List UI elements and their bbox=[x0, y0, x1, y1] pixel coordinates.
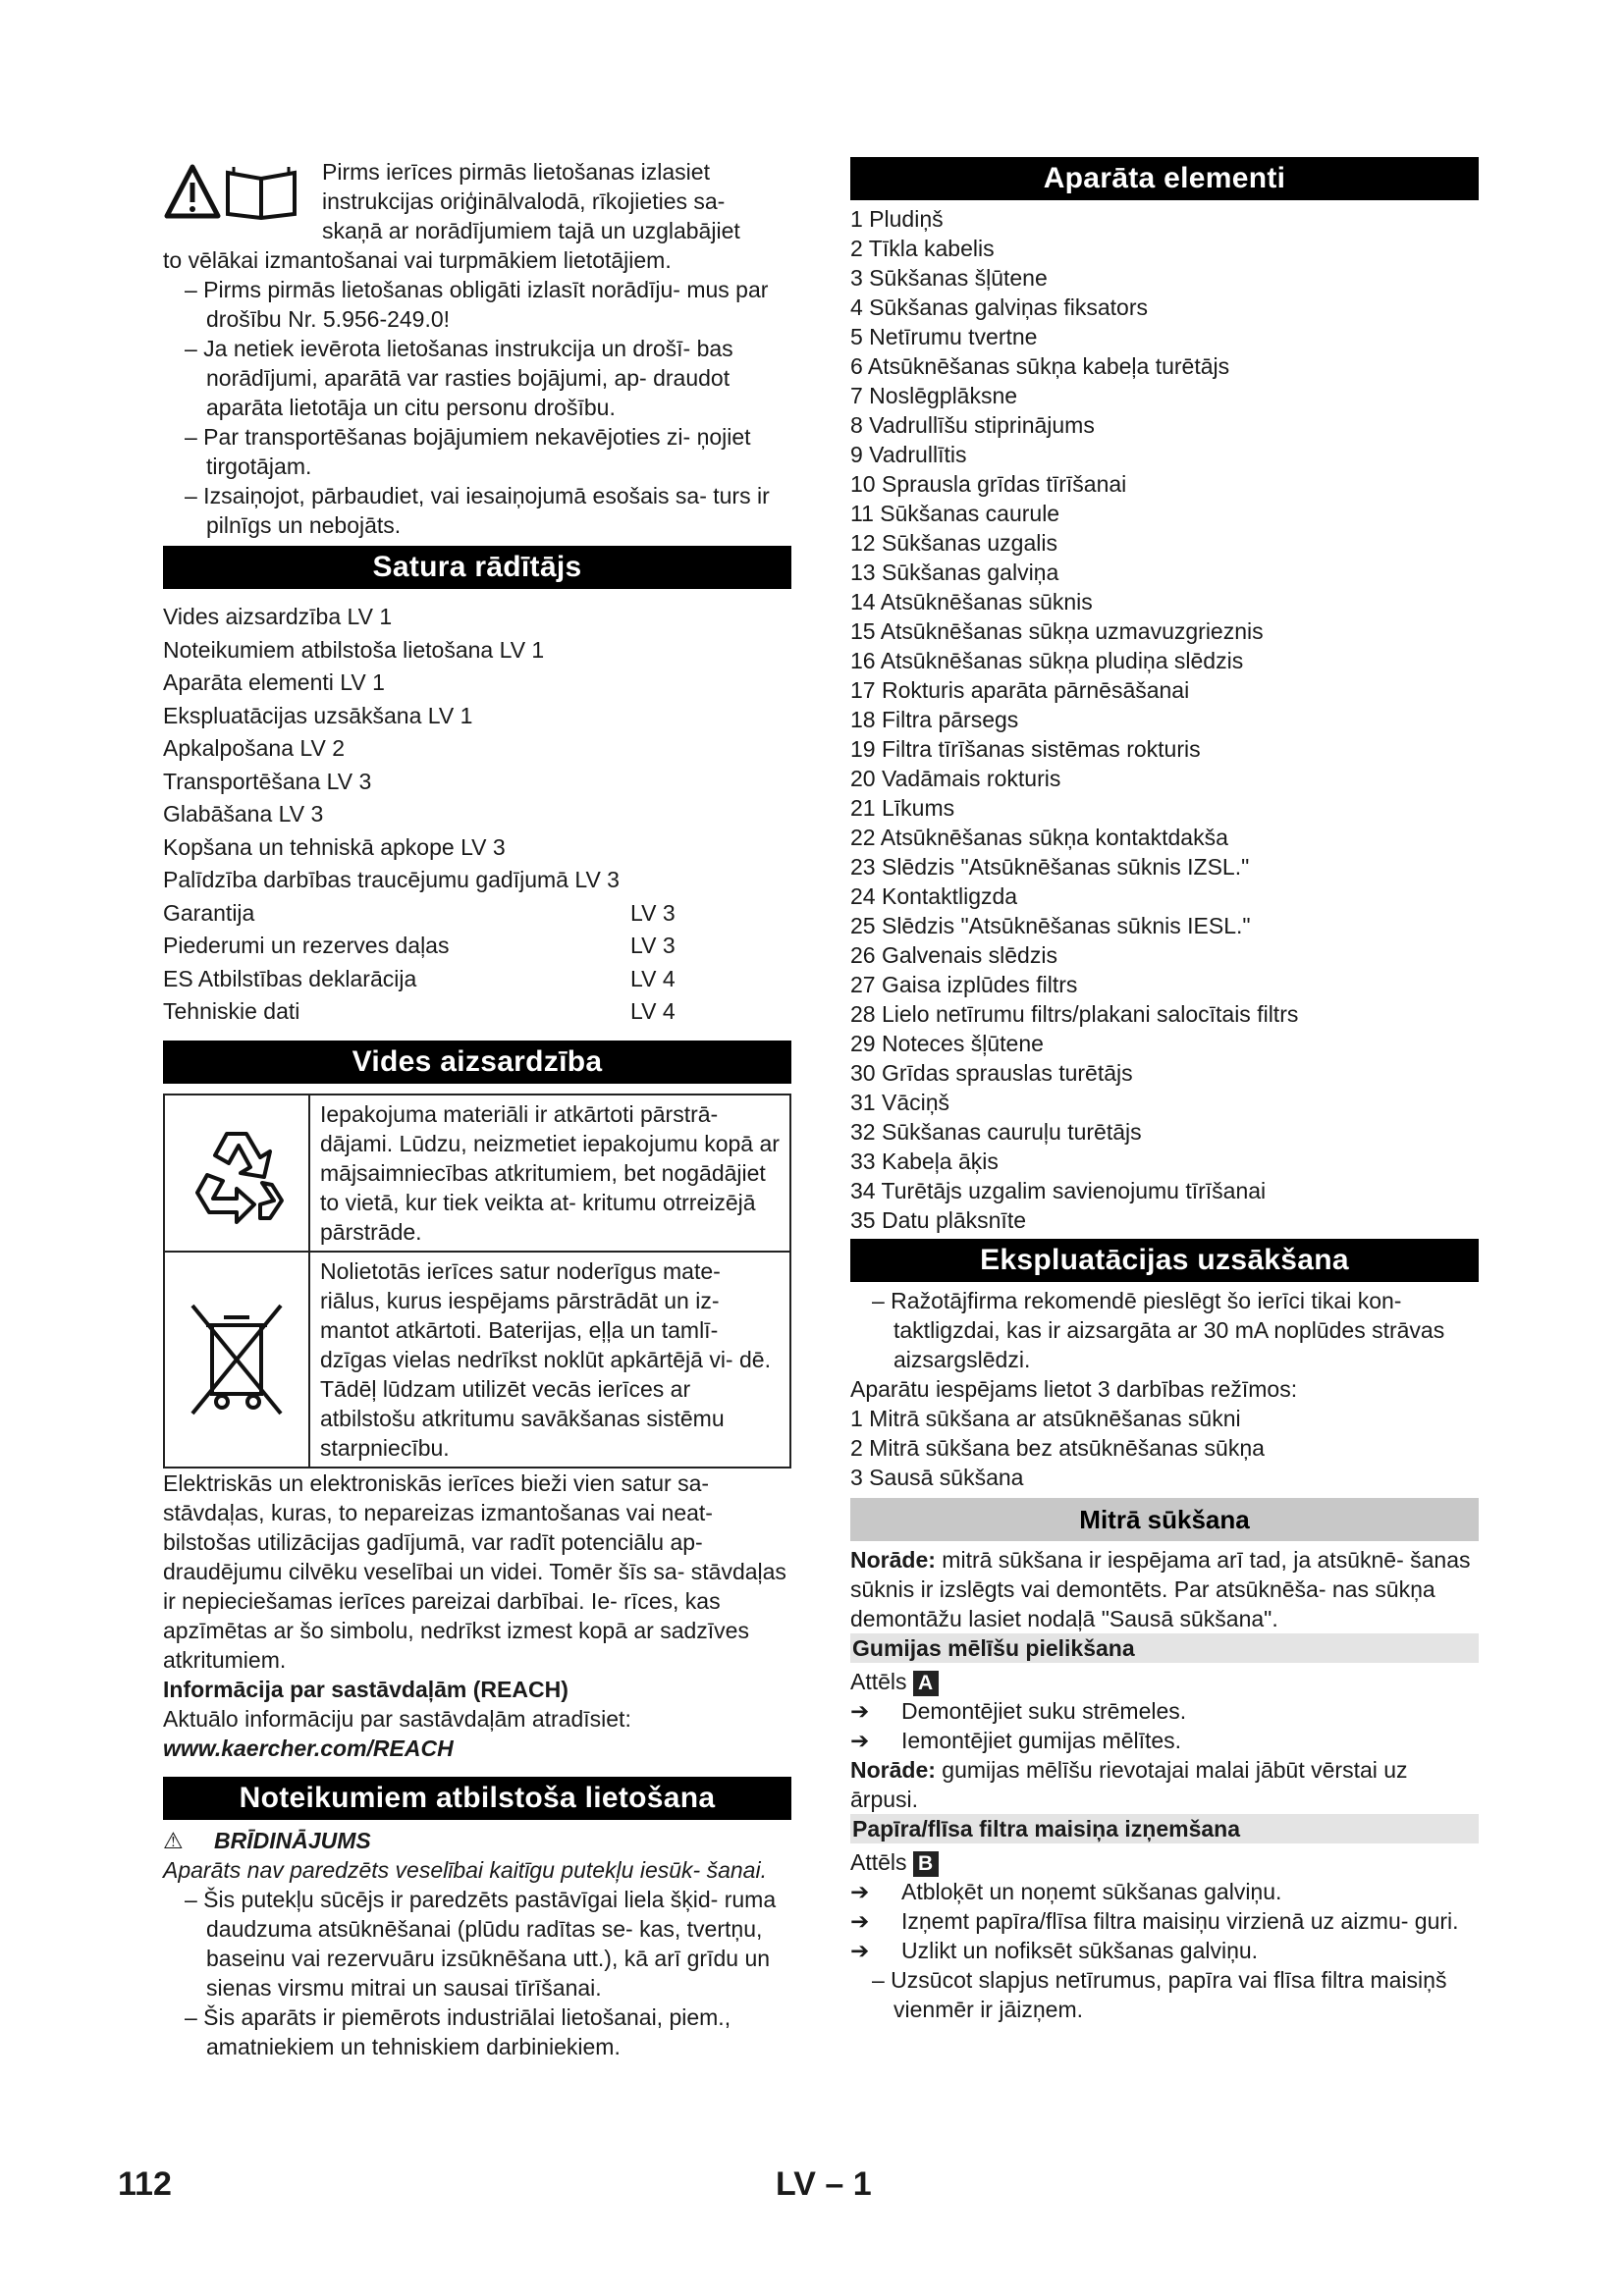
element-item: 17 Rokturis aparāta pārnēsāšanai bbox=[850, 677, 1190, 703]
toc-item-page bbox=[630, 732, 787, 766]
step-text: Iemontējiet gumijas mēlītes. bbox=[901, 1728, 1182, 1753]
intro-line-4: to vēlākai izmantošanai vai turpmākiem lietotājiem. bbox=[163, 247, 672, 273]
toc-item-title: Tehniskie dati bbox=[163, 998, 300, 1024]
intended-bullet: – Šis aparāts ir piemērots industriālai lietošanai, piem., amatniekiem un tehniskiem darbiniekiem. bbox=[185, 2003, 731, 2059]
reach-link[interactable]: www.kaercher.com/REACH bbox=[163, 1735, 454, 1761]
page-number: 112 bbox=[118, 2165, 172, 2203]
element-item: 27 Gaisa izplūdes filtrs bbox=[850, 972, 1078, 997]
step-text: Izņemt papīra/flīsa filtra maisiņu virzienā uz aizmu- guri. bbox=[901, 1908, 1459, 1934]
toc-item-title: Garantija bbox=[163, 899, 255, 926]
figure-a-ref bbox=[850, 1667, 1479, 1696]
env-row-weee bbox=[165, 1251, 789, 1467]
step-row bbox=[850, 1696, 1479, 1726]
element-item: 10 Sprausla grīdas tīrīšanai bbox=[850, 471, 1127, 497]
element-item: 29 Noteces šļūtene bbox=[850, 1031, 1044, 1056]
intro-bullet: – Ja netiek ievērota lietošanas instrukcija un drošī- bas norādījumi, aparātā var rasties bojājumi, ap- draudot aparāta lietotāja un citu personu drošību. bbox=[185, 336, 733, 420]
startup-heading: Ekspluatācijas uzsākšana bbox=[850, 1239, 1479, 1282]
wet-suction-heading: Mitrā sūkšana bbox=[850, 1498, 1479, 1541]
element-item: 23 Slēdzis "Atsūknēšanas sūknis IZSL." bbox=[850, 854, 1250, 880]
section-page-label: LV – 1 bbox=[776, 2165, 872, 2203]
recycle-text: Iepakojuma materiāli ir atkārtoti pārstrā- dājami. Lūdzu, neizmetiet iepakojumu kopā ar mājsaimniecības atkritumiem, bet nogādājiet to vietā, kur tiek veikta at- kritumu otrreizējā pārstrāde. bbox=[320, 1100, 780, 1245]
element-item: 3 Sūkšanas šļūtene bbox=[850, 265, 1048, 291]
toc-item-page: LV 4 bbox=[630, 998, 676, 1024]
toc-item[interactable] bbox=[163, 831, 791, 865]
toc-item[interactable] bbox=[163, 667, 791, 700]
toc-item[interactable] bbox=[163, 634, 791, 667]
toc-item-page: LV 4 bbox=[630, 965, 676, 991]
crossed-bin-icon bbox=[183, 1296, 291, 1423]
toc-item[interactable] bbox=[163, 732, 791, 766]
step-text: Atbloķēt un noņemt sūkšanas galviņu. bbox=[901, 1879, 1282, 1904]
toc-item-title: Vides aizsardzība LV 1 bbox=[163, 604, 393, 629]
element-item: 4 Sūkšanas galviņas fiksators bbox=[850, 294, 1148, 320]
bag-bullet: – Uzsūcot slapjus netīrumus, papīra vai flīsa filtra maisiņš vienmēr ir jāizņem. bbox=[872, 1967, 1447, 2022]
warning-read-manual-icon bbox=[163, 161, 310, 220]
weee-icon-cell bbox=[165, 1253, 310, 1467]
startup-bullet: – Ražotājfirma rekomendē pieslēgt šo ierīci tikai kon- taktligzdai, kas ir aizsargāta ar 30 mA noplūdes strāvas aizsargslēdzi. bbox=[872, 1288, 1445, 1372]
element-item: 6 Atsūknēšanas sūkņa kabeļa turētājs bbox=[850, 353, 1230, 379]
reach-text: Aktuālo informāciju par sastāvdaļām atradīsiet: bbox=[163, 1705, 631, 1732]
element-item: 15 Atsūknēšanas sūkņa uzmavuzgrieznis bbox=[850, 618, 1264, 644]
intro-bullet: – Izsaiņojot, pārbaudiet, vai iesaiņojumā esošais sa- turs ir pilnīgs un nebojāts. bbox=[185, 483, 770, 538]
intro-block bbox=[163, 157, 791, 275]
arrow-right-icon: ➔ bbox=[850, 1908, 870, 1934]
toc-item-title: Glabāšana LV 3 bbox=[163, 801, 324, 827]
env-table bbox=[163, 1094, 791, 1468]
mode-item: 1 Mitrā sūkšana ar atsūknēšanas sūkni bbox=[850, 1406, 1241, 1431]
figure-a-badge: A bbox=[913, 1671, 939, 1696]
toc-item-title: Palīdzība darbības traucējumu gadījumā LV 3 bbox=[163, 867, 620, 892]
toc-item[interactable] bbox=[163, 601, 791, 634]
warning-label: BRĪDINĀJUMS bbox=[214, 1827, 371, 1853]
figure-b-ref bbox=[850, 1847, 1479, 1877]
elements-heading: Aparāta elementi bbox=[850, 157, 1479, 200]
toc-item[interactable] bbox=[163, 766, 791, 799]
note-2-label: Norāde: bbox=[850, 1757, 936, 1783]
toc-item[interactable] bbox=[163, 995, 791, 1029]
element-item: 25 Slēdzis "Atsūknēšanas sūknis IESL." bbox=[850, 913, 1251, 938]
toc-item-title: Piederumi un rezerves daļas bbox=[163, 933, 450, 958]
element-item: 24 Kontaktligzda bbox=[850, 883, 1018, 909]
intro-line-3: skaņā ar norādījumiem tajā un uzglabājiet bbox=[322, 218, 740, 243]
arrow-right-icon: ➔ bbox=[850, 1698, 870, 1724]
toc-item-page bbox=[630, 831, 787, 865]
element-item: 14 Atsūknēšanas sūknis bbox=[850, 589, 1093, 614]
element-item: 35 Datu plāksnīte bbox=[850, 1207, 1027, 1233]
warning-text: Aparāts nav paredzēts veselībai kaitīgu putekļu iesūk- šanai. bbox=[163, 1856, 767, 1883]
weee-text: Nolietotās ierīces satur noderīgus mate- riālus, kurus iespējams pārstrādāt un iz- mantot atkārtoti. Baterijas, eļļa un tamlī- dzīgas vielas nedrīkst noklūt apkārtējā vi- dē. Tādēļ lūdzam utilizēt vecās ierīces ar atbilstošu atkritumu savākšanas sistēmu starpniecību. bbox=[320, 1257, 771, 1461]
element-item: 21 Līkums bbox=[850, 795, 955, 821]
toc-item[interactable] bbox=[163, 864, 791, 897]
toc-item[interactable] bbox=[163, 700, 791, 733]
recycle-icon-cell bbox=[165, 1095, 310, 1251]
note-2 bbox=[850, 1755, 1479, 1814]
toc-item-page bbox=[630, 634, 787, 667]
arrow-right-icon: ➔ bbox=[850, 1728, 870, 1753]
note-1-text: mitrā sūkšana ir iespējama arī tad, ja atsūknē- šanas sūknis ir izslēgts vai demontēts. Par atsūknēša- nas sūkņa demontāžu lasiet nodaļā "Sausā sūkšana". bbox=[850, 1547, 1471, 1631]
warning-triangle-icon: ⚠ bbox=[163, 1827, 184, 1853]
toc-item[interactable] bbox=[163, 897, 791, 931]
toc-list bbox=[163, 601, 791, 1029]
step-text: Demontējiet suku strēmeles. bbox=[901, 1698, 1187, 1724]
element-item: 1 Pludiņš bbox=[850, 206, 944, 232]
env-heading: Vides aizsardzība bbox=[163, 1041, 791, 1084]
note-1-label: Norāde: bbox=[850, 1547, 936, 1573]
filter-bag-heading: Papīra/flīsa filtra maisiņa izņemšana bbox=[850, 1814, 1479, 1843]
figure-b-badge: B bbox=[913, 1851, 939, 1877]
toc-item-page bbox=[630, 601, 787, 634]
note-1 bbox=[850, 1545, 1479, 1633]
element-item: 30 Grīdas sprauslas turētājs bbox=[850, 1060, 1133, 1086]
right-column bbox=[850, 157, 1479, 2024]
toc-item-title: Aparāta elementi LV 1 bbox=[163, 669, 385, 695]
element-item: 19 Filtra tīrīšanas sistēmas rokturis bbox=[850, 736, 1201, 762]
toc-item[interactable] bbox=[163, 963, 791, 996]
element-item: 18 Filtra pārsegs bbox=[850, 707, 1019, 732]
toc-item-page bbox=[630, 700, 787, 733]
env-paragraph: Elektriskās un elektroniskās ierīces bieži vien satur sa- stāvdaļas, kuras, to nepareizas izmantošanas vai neat- bilstošas utilizācijas gadījumā, var radīt potenciālu ap- draudējumu cilvēku veselībai un videi. Tomēr šīs sa- stāvdaļas ir nepieciešamas ierīces pareizai darbībai. Ie- rīces, kas apzīmētas ar šo simbolu, nedrīkst izmest kopā ar sadzīves atkritumiem. bbox=[163, 1469, 786, 1673]
element-item: 33 Kabeļa āķis bbox=[850, 1148, 999, 1174]
toc-item-page: LV 3 bbox=[630, 933, 676, 958]
left-column bbox=[163, 157, 791, 2061]
step-row bbox=[850, 1936, 1479, 1965]
element-item: 16 Atsūknēšanas sūkņa pludiņa slēdzis bbox=[850, 648, 1244, 673]
toc-item-page bbox=[630, 667, 787, 700]
element-item: 8 Vadrullīšu stiprinājums bbox=[850, 412, 1095, 438]
element-item: 26 Galvenais slēdzis bbox=[850, 942, 1057, 968]
step-text: Uzlikt un nofiksēt sūkšanas galviņu. bbox=[901, 1938, 1259, 1963]
figure-label: Attēls bbox=[850, 1669, 907, 1694]
element-item: 2 Tīkla kabelis bbox=[850, 236, 995, 261]
note-2-text: gumijas mēlīšu rievotajai malai jābūt vērstai uz ārpusi. bbox=[850, 1757, 1408, 1812]
toc-item-title: Transportēšana LV 3 bbox=[163, 768, 372, 794]
element-item: 13 Sūkšanas galviņa bbox=[850, 560, 1059, 585]
element-item: 31 Vāciņš bbox=[850, 1090, 950, 1115]
rubber-lips-heading: Gumijas mēlīšu pielikšana bbox=[850, 1633, 1479, 1663]
element-item: 28 Lielo netīrumu filtrs/plakani salocītais filtrs bbox=[850, 1001, 1299, 1027]
toc-item-page bbox=[630, 864, 787, 897]
element-item: 34 Turētājs uzgalim savienojumu tīrīšanai bbox=[850, 1178, 1267, 1203]
step-row bbox=[850, 1906, 1479, 1936]
mode-item: 3 Sausā sūkšana bbox=[850, 1465, 1024, 1490]
toc-heading: Satura rādītājs bbox=[163, 546, 791, 589]
toc-item-page bbox=[630, 766, 787, 799]
element-item: 5 Netīrumu tvertne bbox=[850, 324, 1038, 349]
element-item: 11 Sūkšanas caurule bbox=[850, 501, 1060, 526]
toc-item-title: Apkalpošana LV 2 bbox=[163, 735, 345, 761]
arrow-right-icon: ➔ bbox=[850, 1879, 870, 1904]
element-item: 22 Atsūknēšanas sūkņa kontaktdakša bbox=[850, 825, 1228, 850]
step-row bbox=[850, 1877, 1479, 1906]
figure-label: Attēls bbox=[850, 1849, 907, 1875]
arrow-right-icon: ➔ bbox=[850, 1938, 870, 1963]
env-row-recycle bbox=[165, 1095, 789, 1251]
toc-item-page bbox=[630, 798, 787, 831]
element-item: 9 Vadrullītis bbox=[850, 442, 967, 467]
element-item: 12 Sūkšanas uzgalis bbox=[850, 530, 1057, 556]
intro-line-1: Pirms ierīces pirmās lietošanas izlasiet bbox=[322, 159, 710, 185]
reach-title: Informācija par sastāvdaļām (REACH) bbox=[163, 1676, 568, 1702]
modes-intro: Aparātu iespējams lietot 3 darbības režīmos: bbox=[850, 1376, 1298, 1402]
toc-item-title: Noteikumiem atbilstoša lietošana LV 1 bbox=[163, 636, 545, 663]
toc-item-title: Kopšana un tehniskā apkope LV 3 bbox=[163, 833, 506, 860]
toc-item-page: LV 3 bbox=[630, 899, 676, 926]
toc-item[interactable] bbox=[163, 798, 791, 831]
element-item: 7 Noslēgplāksne bbox=[850, 383, 1018, 408]
element-item: 32 Sūkšanas cauruļu turētājs bbox=[850, 1119, 1142, 1145]
mode-item: 2 Mitrā sūkšana bez atsūknēšanas sūkņa bbox=[850, 1435, 1265, 1461]
recycle-icon bbox=[178, 1114, 296, 1232]
toc-item-title: ES Atbilstības deklarācija bbox=[163, 965, 417, 991]
intended-bullet: – Šis putekļu sūcējs ir paredzēts pastāvīgai liela šķid- ruma daudzuma atsūknēšanai (plūdu radītas se- kas, tvertņu, baseinu vai rezervuāru izsūknēšana utt.), kā arī grīdu un sienas virsmu mitrai un sausai tīrīšanai. bbox=[185, 1886, 777, 2001]
toc-item[interactable] bbox=[163, 930, 791, 963]
intro-line-2: instrukcijas oriģinālvalodā, rīkojieties sa- bbox=[322, 188, 726, 214]
element-item: 20 Vadāmais rokturis bbox=[850, 766, 1061, 791]
elements-list bbox=[850, 204, 1479, 1235]
toc-item-title: Ekspluatācijas uzsākšana LV 1 bbox=[163, 702, 473, 728]
warning-line bbox=[163, 1826, 791, 1855]
step-row bbox=[850, 1726, 1479, 1755]
intro-bullet: – Pirms pirmās lietošanas obligāti izlasīt norādīju- mus par drošību Nr. 5.956-249.0! bbox=[185, 277, 769, 332]
intro-bullet: – Par transportēšanas bojājumiem nekavējoties zi- ņojiet tirgotājam. bbox=[185, 424, 751, 479]
intended-use-heading: Noteikumiem atbilstoša lietošana bbox=[163, 1777, 791, 1820]
